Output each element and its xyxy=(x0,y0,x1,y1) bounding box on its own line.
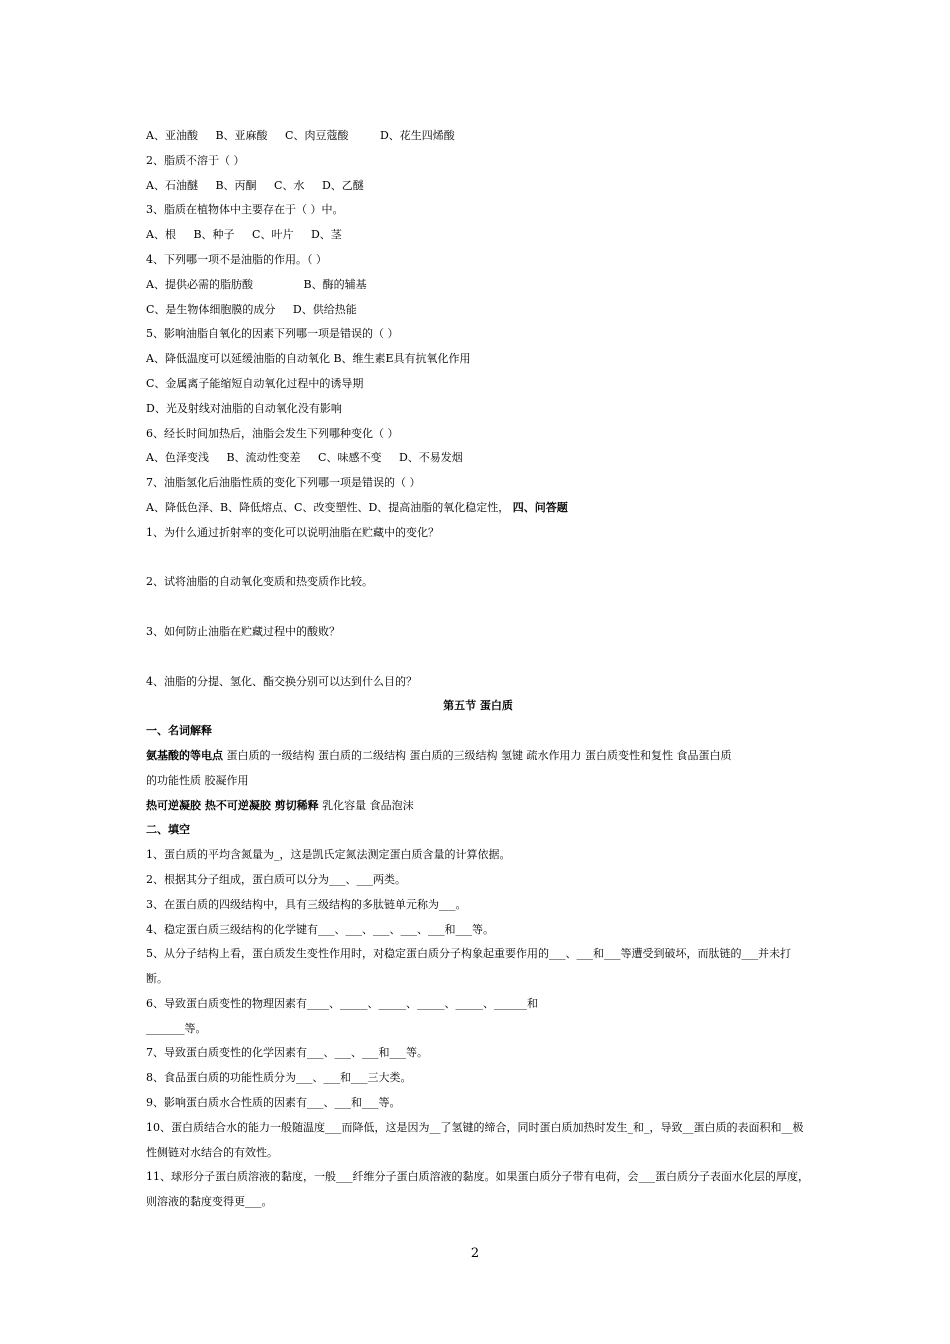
fill-question-6-line-1: 6、导致蛋白质变性的物理因素有____、_____、_____、_____、_____、______和 xyxy=(146,996,538,1010)
q2-option-b: B、丙酮 xyxy=(215,178,257,192)
q4-option-b: B、酶的辅基 xyxy=(303,277,367,291)
document-body xyxy=(146,124,810,1215)
q2-option-a: A、石油醚 xyxy=(146,178,198,192)
question-6: 6、经长时间加热后，油脂会发生下列哪种变化（ ） xyxy=(146,426,399,440)
q1-option-c: C、肉豆蔻酸 xyxy=(285,129,349,142)
fill-question-10: 10、蛋白质结合水的能力一般随温度___而降低，这是因为__了氢键的缔合，同时蛋白质加热时发生_和_，导致__蛋白质的表面积和__极性侧链对水结合的有效性。 xyxy=(146,1120,804,1159)
answer-space xyxy=(146,595,810,620)
question-7: 7、油脂氢化后油脂性质的变化下列哪一项是错误的（ ） xyxy=(146,476,421,490)
fill-heading: 二、填空 xyxy=(146,823,190,837)
terms-heading: 一、名词解释 xyxy=(146,724,212,738)
qa-question-2: 2、试将油脂的自动氧化变质和热变质作比较。 xyxy=(146,575,373,589)
terms-line-3-rest: 乳化容量 食品泡沫 xyxy=(318,798,414,812)
question-3: 3、脂质在植物体中主要存在于（ ）中。 xyxy=(146,203,344,217)
fill-question-3: 3、在蛋白质的四级结构中，具有三级结构的多肽链单元称为___。 xyxy=(146,897,467,911)
fill-question-4: 4、稳定蛋白质三级结构的化学键有___、___、___、___、___和___等。 xyxy=(146,922,494,936)
answer-space xyxy=(146,546,810,571)
q5-option-d: D、光及射线对油脂的自动氧化没有影响 xyxy=(146,401,342,415)
question-5: 5、影响油脂自氧化的因素下列哪一项是错误的（ ） xyxy=(146,327,399,341)
fill-question-6-line-2: _______等。 xyxy=(146,1021,207,1035)
section-4-heading: 四、问答题 xyxy=(512,500,568,514)
q1-option-d: D、花生四烯酸 xyxy=(379,129,455,142)
q2-option-c: C、水 xyxy=(274,178,305,192)
q1-option-a: A、亚油酸 xyxy=(146,129,198,142)
fill-question-1: 1、蛋白质的平均含氮量为_，这是凯氏定氮法测定蛋白质含量的计算依据。 xyxy=(146,848,511,862)
terms-line-1-rest: 蛋白质的一级结构 蛋白质的二级结构 蛋白质的三级结构 氢键 疏水作用力 蛋白质变性和复性 食品蛋白质 xyxy=(223,748,732,762)
qa-question-1: 1、为什么通过折射率的变化可以说明油脂在贮藏中的变化？ xyxy=(146,525,439,539)
q4-option-a: A、提供必需的脂肪酸 xyxy=(146,277,253,291)
q1-options xyxy=(146,124,810,149)
question-4: 4、下列哪一项不是油脂的作用。（ ） xyxy=(146,252,327,266)
chapter-title: 第五节 蛋白质 xyxy=(443,699,513,713)
fill-question-9: 9、影响蛋白质水合性质的因素有___、___和___等。 xyxy=(146,1096,401,1110)
terms-line-3-bold: 热可逆凝胶 热不可逆凝胶 剪切稀释 xyxy=(146,798,319,812)
q3-option-c: C、叶片 xyxy=(252,228,294,242)
q5-option-c: C、金属离子能缩短自动氧化过程中的诱导期 xyxy=(146,376,364,390)
q5-options-a-b: A、降低温度可以延缓油脂的自动氧化 B、维生素E具有抗氧化作用 xyxy=(146,352,471,366)
q2-option-d: D、乙醚 xyxy=(321,178,364,192)
q6-options xyxy=(146,446,810,471)
terms-line-3 xyxy=(146,794,810,819)
q7-options-text: A、降低色泽、B、降低熔点、C、改变塑性、D、提高油脂的氧化稳定性， xyxy=(146,500,510,514)
q4-options-row-2 xyxy=(146,298,810,323)
q7-options xyxy=(146,496,810,521)
q4-option-c: C、是生物体细胞膜的成分 xyxy=(146,302,276,316)
terms-line-1 xyxy=(146,744,810,769)
q4-option-d: D、供给热能 xyxy=(292,302,357,316)
fill-question-7: 7、导致蛋白质变性的化学因素有___、___、___和___等。 xyxy=(146,1046,428,1060)
question-2: 2、脂质不溶于（ ） xyxy=(146,153,245,167)
q6-option-b: B、流动性变差 xyxy=(226,451,301,465)
fill-question-2: 2、根据其分子组成，蛋白质可以分为___、___两类。 xyxy=(146,872,406,886)
q6-option-d: D、不易发烟 xyxy=(398,451,463,465)
q3-option-b: B、种子 xyxy=(193,228,235,242)
fill-question-8: 8、食品蛋白质的功能性质分为___、___和___三大类。 xyxy=(146,1071,412,1085)
q3-option-d: D、茎 xyxy=(310,228,342,242)
answer-space xyxy=(146,645,810,670)
qa-question-4: 4、油脂的分提、氢化、酯交换分别可以达到什么目的？ xyxy=(146,674,417,688)
fill-question-5: 5、从分子结构上看，蛋白质发生变性作用时，对稳定蛋白质分子构象起重要作用的___、___和___等遭受到破坏，而肽链的___并未打断。 xyxy=(146,947,791,986)
page-number: 2 xyxy=(470,1246,480,1261)
q4-options-row-1 xyxy=(146,273,810,298)
q6-option-c: C、味感不变 xyxy=(318,451,382,465)
terms-line-2: 的功能性质 胶凝作用 xyxy=(146,773,249,787)
qa-question-3: 3、如何防止油脂在贮藏过程中的酸败？ xyxy=(146,624,340,638)
q3-option-a: A、根 xyxy=(146,228,176,242)
q2-options xyxy=(146,174,810,199)
q3-options xyxy=(146,223,810,248)
q1-option-b: B、亚麻酸 xyxy=(215,129,268,142)
fill-question-11: 11、球形分子蛋白质溶液的黏度，一般___纤维分子蛋白质溶液的黏度。如果蛋白质分子带有电荷，会___蛋白质分子表面水化层的厚度，则溶液的黏度变得更___。 xyxy=(146,1170,809,1209)
term-isoelectric-point: 氨基酸的等电点 xyxy=(146,748,223,762)
q6-option-a: A、色泽变浅 xyxy=(146,451,209,465)
